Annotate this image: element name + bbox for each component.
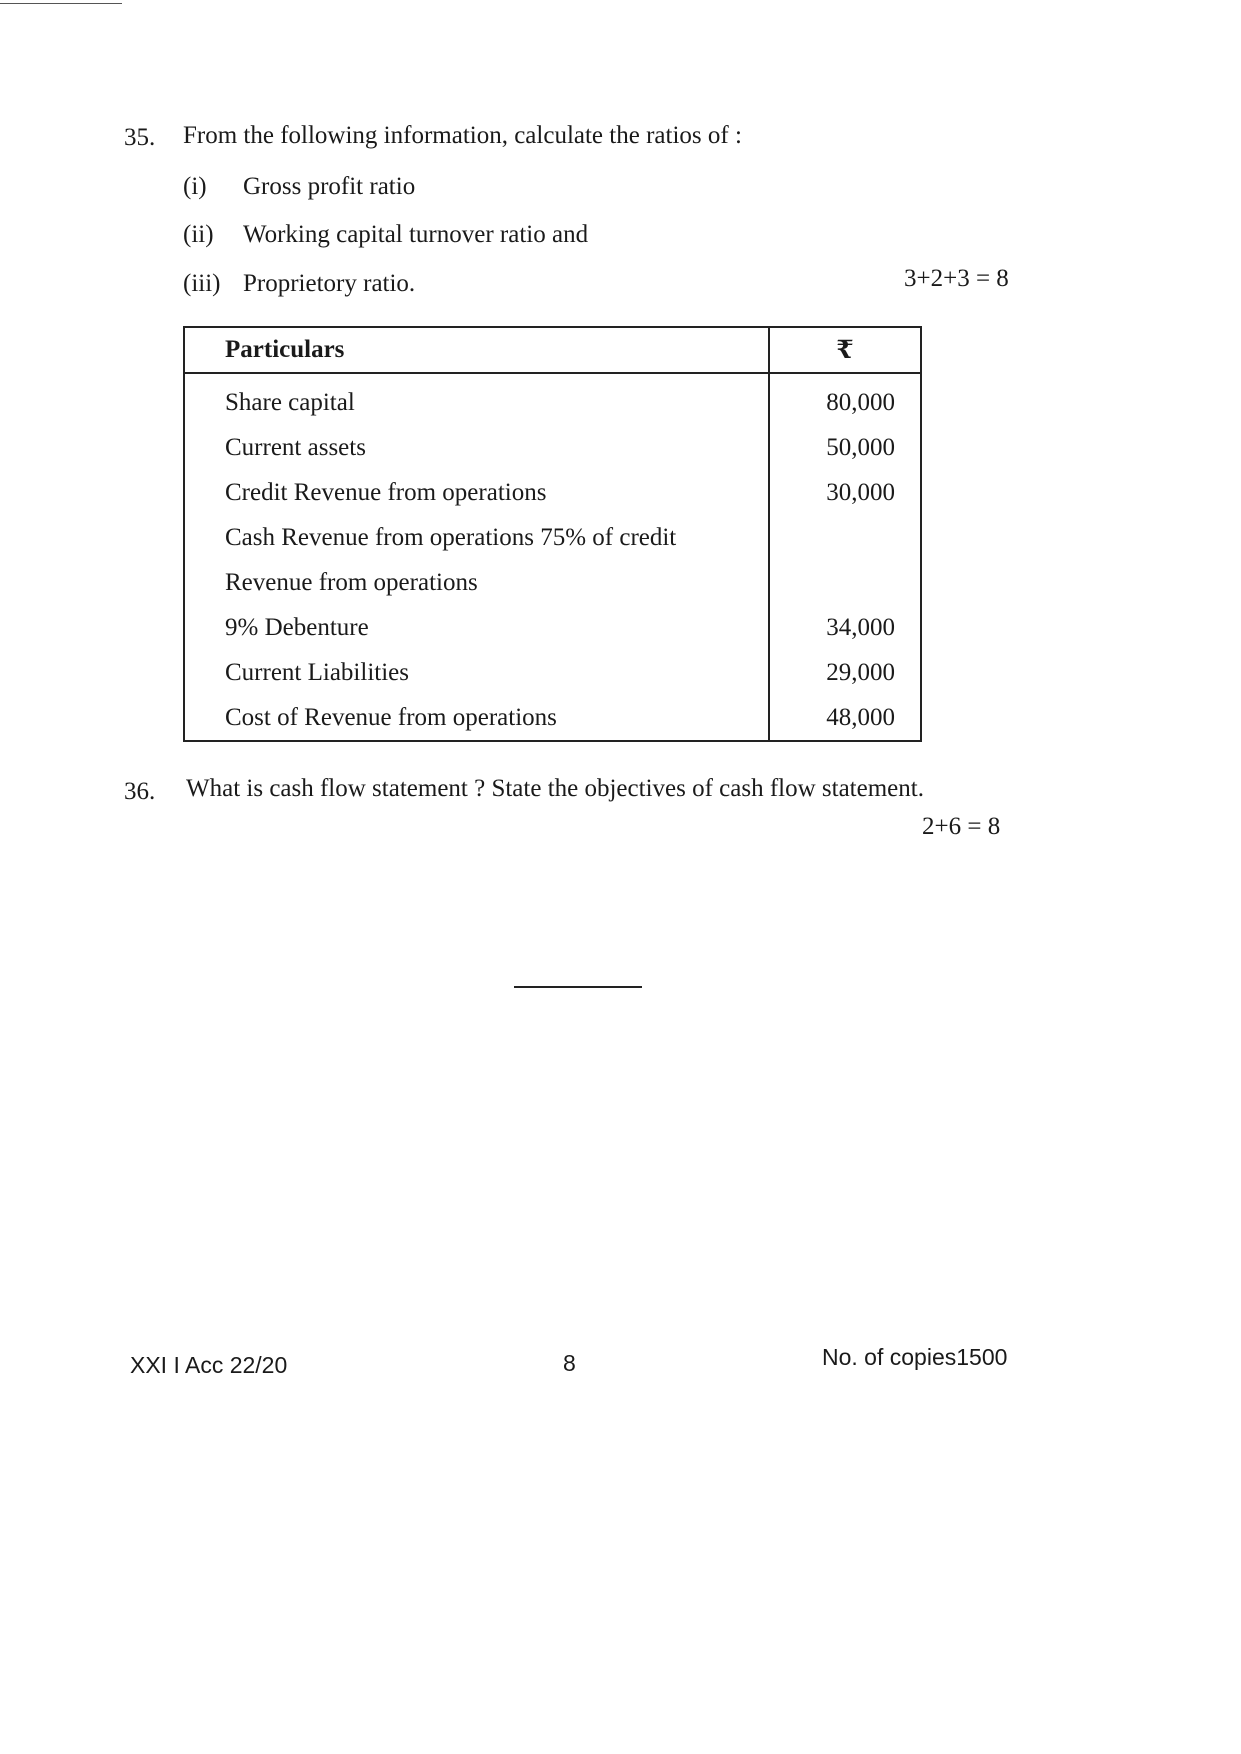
table-row [184, 515, 921, 560]
amount-cell [769, 515, 921, 560]
q35-item-label-3: (iii) [183, 270, 221, 297]
footer-paper-code: XXI I Acc 22/20 [130, 1352, 288, 1378]
table-header-row [184, 327, 921, 373]
table-row [184, 650, 921, 695]
q36-number: 36. [124, 778, 156, 805]
amount-cell: 48,000 [769, 695, 921, 741]
particular-cell: Current Liabilities [184, 650, 769, 695]
amount-cell: 30,000 [769, 470, 921, 515]
q35-data-table [183, 326, 922, 742]
footer-page-number: 8 [563, 1350, 576, 1376]
particular-cell: Share capital [184, 373, 769, 425]
q35-item-text-1: Gross profit ratio [243, 173, 416, 200]
q35-item-label-1: (i) [183, 173, 207, 200]
table-row [184, 605, 921, 650]
amount-cell [769, 560, 921, 605]
particular-cell: Current assets [184, 425, 769, 470]
particular-cell: Cash Revenue from operations 75% of credit [184, 515, 769, 560]
table-row [184, 470, 921, 515]
amount-cell: 34,000 [769, 605, 921, 650]
header-rupee: ₹ [769, 327, 921, 373]
particular-cell: Cost of Revenue from operations [184, 695, 769, 741]
particular-cell: 9% Debenture [184, 605, 769, 650]
q35-item-label-2: (ii) [183, 221, 214, 248]
table-row [184, 695, 921, 741]
table-row [184, 373, 921, 425]
particular-cell: Revenue from operations [184, 560, 769, 605]
header-particulars: Particulars [184, 327, 769, 373]
top-corner-line [0, 3, 122, 4]
amount-cell: 29,000 [769, 650, 921, 695]
q35-item-text-3: Proprietory ratio. [243, 270, 416, 297]
q35-text: From the following information, calculate the ratios of : [183, 122, 742, 149]
q35-marks: 3+2+3 = 8 [904, 265, 1009, 292]
amount-cell: 50,000 [769, 425, 921, 470]
q35-number: 35. [124, 124, 156, 151]
q36-marks: 2+6 = 8 [922, 813, 1001, 840]
table-row [184, 425, 921, 470]
table-row [184, 560, 921, 605]
footer-copies: No. of copies1500 [822, 1344, 1008, 1370]
end-separator-line [514, 986, 642, 988]
q36-text: What is cash flow statement ? State the objectives of cash flow statement. [186, 775, 924, 802]
amount-cell: 80,000 [769, 373, 921, 425]
q35-item-text-2: Working capital turnover ratio and [243, 221, 589, 248]
particular-cell: Credit Revenue from operations [184, 470, 769, 515]
